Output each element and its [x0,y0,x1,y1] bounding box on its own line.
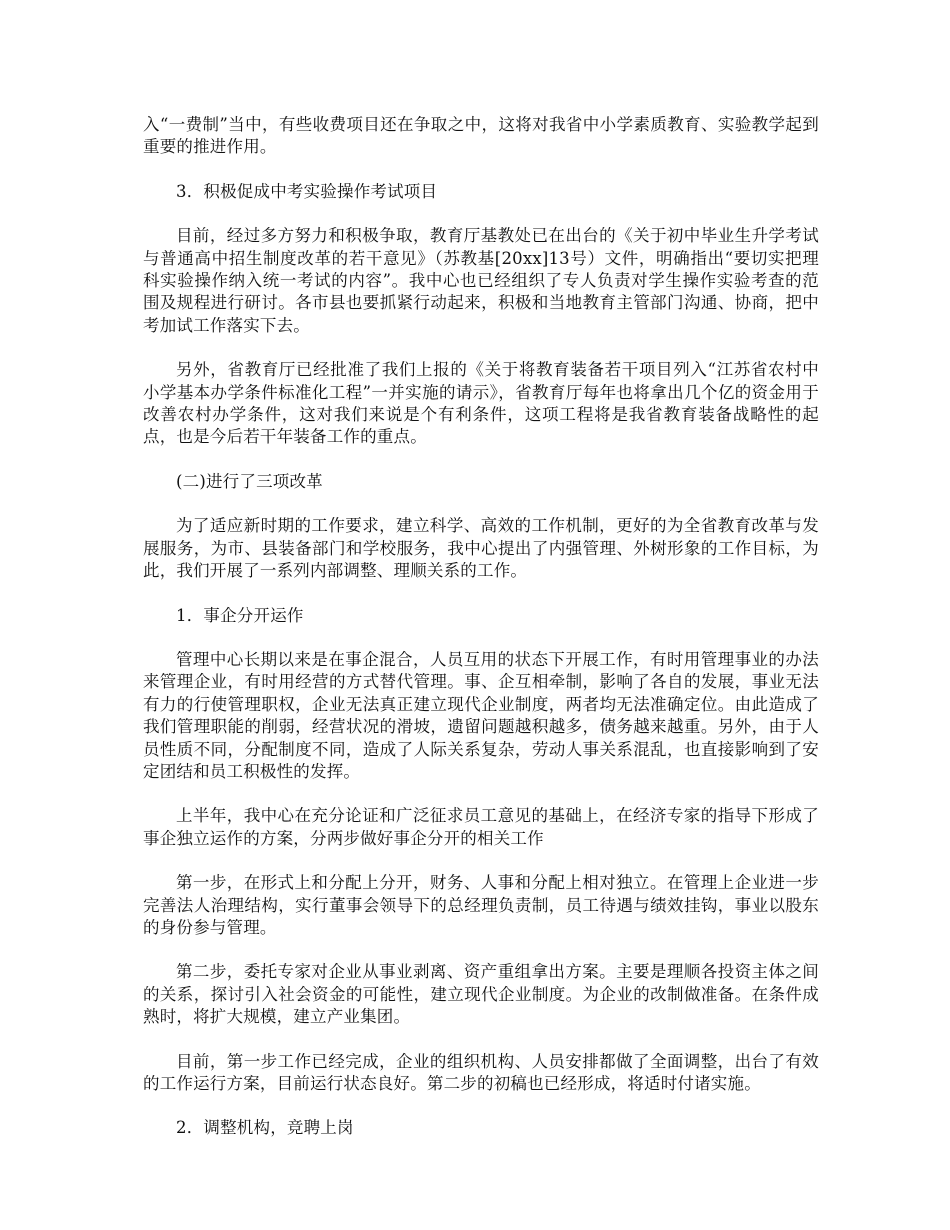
body-paragraph: 为了适应新时期的工作要求，建立科学、高效的工作机制，更好的为全省教育改革与发展服务，为市、县装备部门和学校服务，我中心提出了内强管理、外树形象的工作目标，为此，我们开展了一系列内部调整、理顺关系的工作。 [143,516,819,581]
body-paragraph: 另外，省教育厅已经批准了我们上报的《关于将教育装备若干项目列入“江苏省农村中小学基本办学条件标准化工程”一并实施的请示》，省教育厅每年也将拿出几个亿的资金用于改善农村办学条件，这对我们来说是个有利条件，这项工程将是我省教育装备战略性的起点，也是今后若干年装备工作的重点。 [143,360,819,447]
section-heading-3: 3．积极促成中考实验操作考试项目 [176,181,438,201]
body-paragraph: 上半年，我中心在充分论证和广泛征求员工意见的基础上，在经济专家的指导下形成了事企独立运作的方案，分两步做好事企分开的相关工作 [143,806,819,848]
body-paragraph: 目前，第一步工作已经完成，企业的组织机构、人员安排都做了全面调整，出台了有效的工作运行方案，目前运行状态良好。第二步的初稿也已经形成，将适时付诸实施。 [143,1051,819,1093]
body-paragraph: 管理中心长期以来是在事企混合，人员互用的状态下开展工作，有时用管理事业的办法来管理企业，有时用经营的方式替代管理。事、企互相牵制，影响了各自的发展，事业无法有力的行使管理职权，企业无法真正建立现代企业制度，两者均无法准确定位。由此造成了我们管理职能的削弱，经营状况的滑坡，遗留问题越积越多，债务越来越重。另外，由于人员性质不同，分配制度不同，造成了人际关系复杂，劳动人事关系混乱，也直接影响到了安定团结和员工积极性的发挥。 [143,649,819,781]
body-paragraph: 第一步，在形式上和分配上分开，财务、人事和分配上相对独立。在管理上企业进一步完善法人治理结构，实行董事会领导下的总经理负责制，员工待遇与绩效挂钩，事业以股东的身份参与管理。 [143,873,819,937]
section-heading-1: 1．事企分开运作 [176,605,304,625]
section-heading-2: 2．调整机构，竞聘上岗 [176,1118,354,1138]
document-body [143,114,819,1162]
section-heading-reforms: (二)进行了三项改革 [176,471,323,491]
body-paragraph: 第二步，委托专家对企业从事业剥离、资产重组拿出方案。主要是理顺各投资主体之间的关系，探讨引入社会资金的可能性，建立现代企业制度。为企业的改制做准备。在条件成熟时，将扩大规模，建立产业集团。 [143,962,819,1027]
continuation-paragraph: 入“一费制”当中，有些收费项目还在争取之中，这将对我省中小学素质教育、实验教学起到重要的推进作用。 [143,115,819,157]
body-paragraph: 目前，经过多方努力和积极争取，教育厅基教处已在出台的《关于初中毕业生升学考试与普通高中招生制度改革的若干意见》（苏教基[20xx]13号）文件，明确指出“要切实把理科实验操作纳入统一考试的内容”。我中心也已经组织了专人负责对学生操作实验考查的范围及规程进行研讨。各市县也要抓紧行动起来，积极和当地教育主管部门沟通、协商，把中考加试工作落实下去。 [143,226,819,335]
